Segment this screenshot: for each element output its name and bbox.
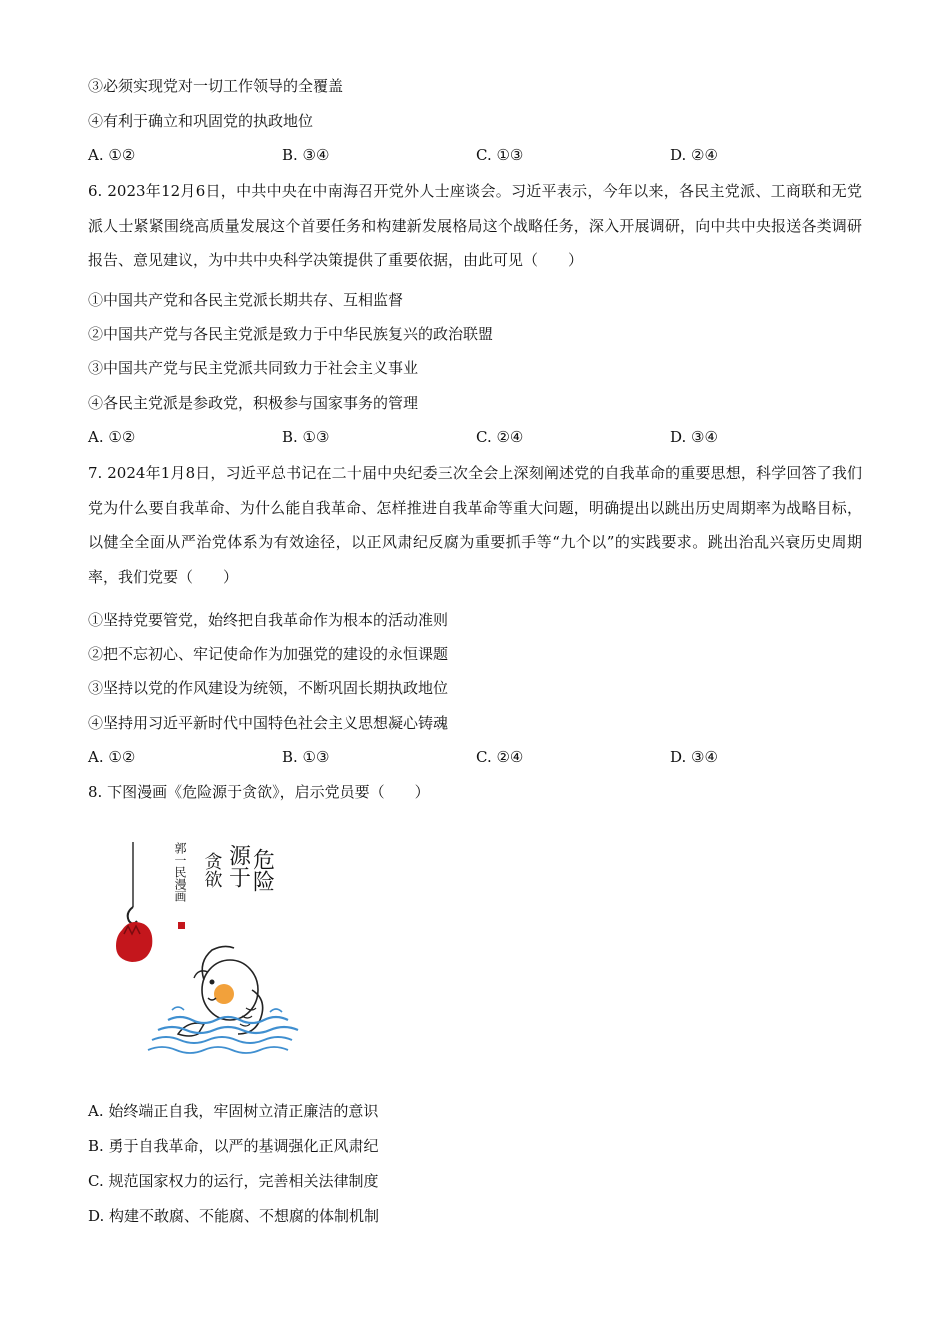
option-b[interactable]: B. ③④ [282, 146, 330, 164]
fishing-hook [128, 907, 137, 924]
options-q5 [88, 145, 848, 165]
q6-statement-2: ②中国共产党与各民主党派是致力于中华民族复兴的政治联盟 [88, 325, 494, 343]
cartoon-drawing [112, 812, 322, 1062]
statement-3: ③必须实现党对一切工作领导的全覆盖 [88, 77, 344, 95]
statement-4: ④有利于确立和巩固党的执政地位 [88, 112, 314, 130]
option-a[interactable]: A. ①② [88, 428, 136, 446]
artist-signature: 郭一民漫画 [173, 842, 187, 902]
option-c[interactable]: C. ②④ [476, 428, 524, 446]
option-c[interactable]: C. ②④ [476, 748, 524, 766]
q8-option-a[interactable]: A. 始终端正自我，牢固树立清正廉洁的意识 [88, 1102, 379, 1120]
option-b[interactable]: B. ①③ [282, 428, 330, 446]
q7-statement-3: ③坚持以党的作风建设为统领，不断巩固长期执政地位 [88, 679, 449, 697]
title-col-2: 源于 [225, 844, 251, 888]
q7-statement-4: ④坚持用习近平新时代中国特色社会主义思想凝心铸魂 [88, 714, 449, 732]
q7-statement-2: ②把不忘初心、牢记使命作为加强党的建设的永恒课题 [88, 645, 449, 663]
option-c[interactable]: C. ①③ [476, 146, 524, 164]
option-a[interactable]: A. ①② [88, 748, 136, 766]
q8-stem: 8. 下图漫画《危险源于贪欲》，启示党员要（ ） [88, 783, 430, 801]
options-q6 [88, 427, 848, 447]
q6-statement-1: ①中国共产党和各民主党派长期共存、互相监督 [88, 291, 404, 309]
title-col-3: 贪欲 [201, 852, 223, 888]
q6-statement-3: ③中国共产党与民主党派共同致力于社会主义事业 [88, 359, 419, 377]
q8-option-c[interactable]: C. 规范国家权力的运行，完善相关法律制度 [88, 1172, 379, 1190]
q6-statement-4: ④各民主党派是参政党，积极参与国家事务的管理 [88, 394, 419, 412]
fish-eye [210, 980, 215, 985]
option-b[interactable]: B. ①③ [282, 748, 330, 766]
q6-stem: 6. 2023年12月6日，中共中央在中南海召开党外人士座谈会。习近平表示，今年以来，各民主党派、工商联和无党派人士紧紧围绕高质量发展这个首要任务和构建新发展格局这个战略任务，深入开展调研，向中共中央报送各类调研报告、意见建议，为中共中央科学决策提供了重要依据，由此可见（ ） [88, 182, 862, 270]
q7-stem: 7. 2024年1月8日，习近平总书记在二十届中央纪委三次全会上深刻阐述党的自我革命的重要思想，科学回答了我们党为什么要自我革命、为什么能自我革命、怎样推进自我革命等重大问题，明确提出以跳出历史周期率为战略目标，以健全全面从严治党体系为有效途径，以正风肃纪反腐为重要抓手等“九个以”的实践要求。跳出治乱兴衰历史周期率，我们党要（ ） [88, 464, 862, 587]
q7-statement-1: ①坚持党要管党，始终把自我革命作为根本的活动准则 [88, 611, 449, 629]
options-q7 [88, 747, 848, 767]
option-d[interactable]: D. ②④ [670, 146, 718, 164]
q8-option-b[interactable]: B. 勇于自我革命，以严的基调强化正风肃纪 [88, 1137, 379, 1155]
q8-option-d[interactable]: D. 构建不敢腐、不能腐、不想腐的体制机制 [88, 1207, 380, 1225]
option-d[interactable]: D. ③④ [670, 428, 718, 446]
fish-belly [214, 984, 234, 1004]
option-d[interactable]: D. ③④ [670, 748, 718, 766]
option-a[interactable]: A. ①② [88, 146, 136, 164]
red-seal [178, 922, 185, 929]
title-col-1: 危险 [249, 848, 275, 892]
cartoon-danger-from-greed [112, 812, 322, 1062]
